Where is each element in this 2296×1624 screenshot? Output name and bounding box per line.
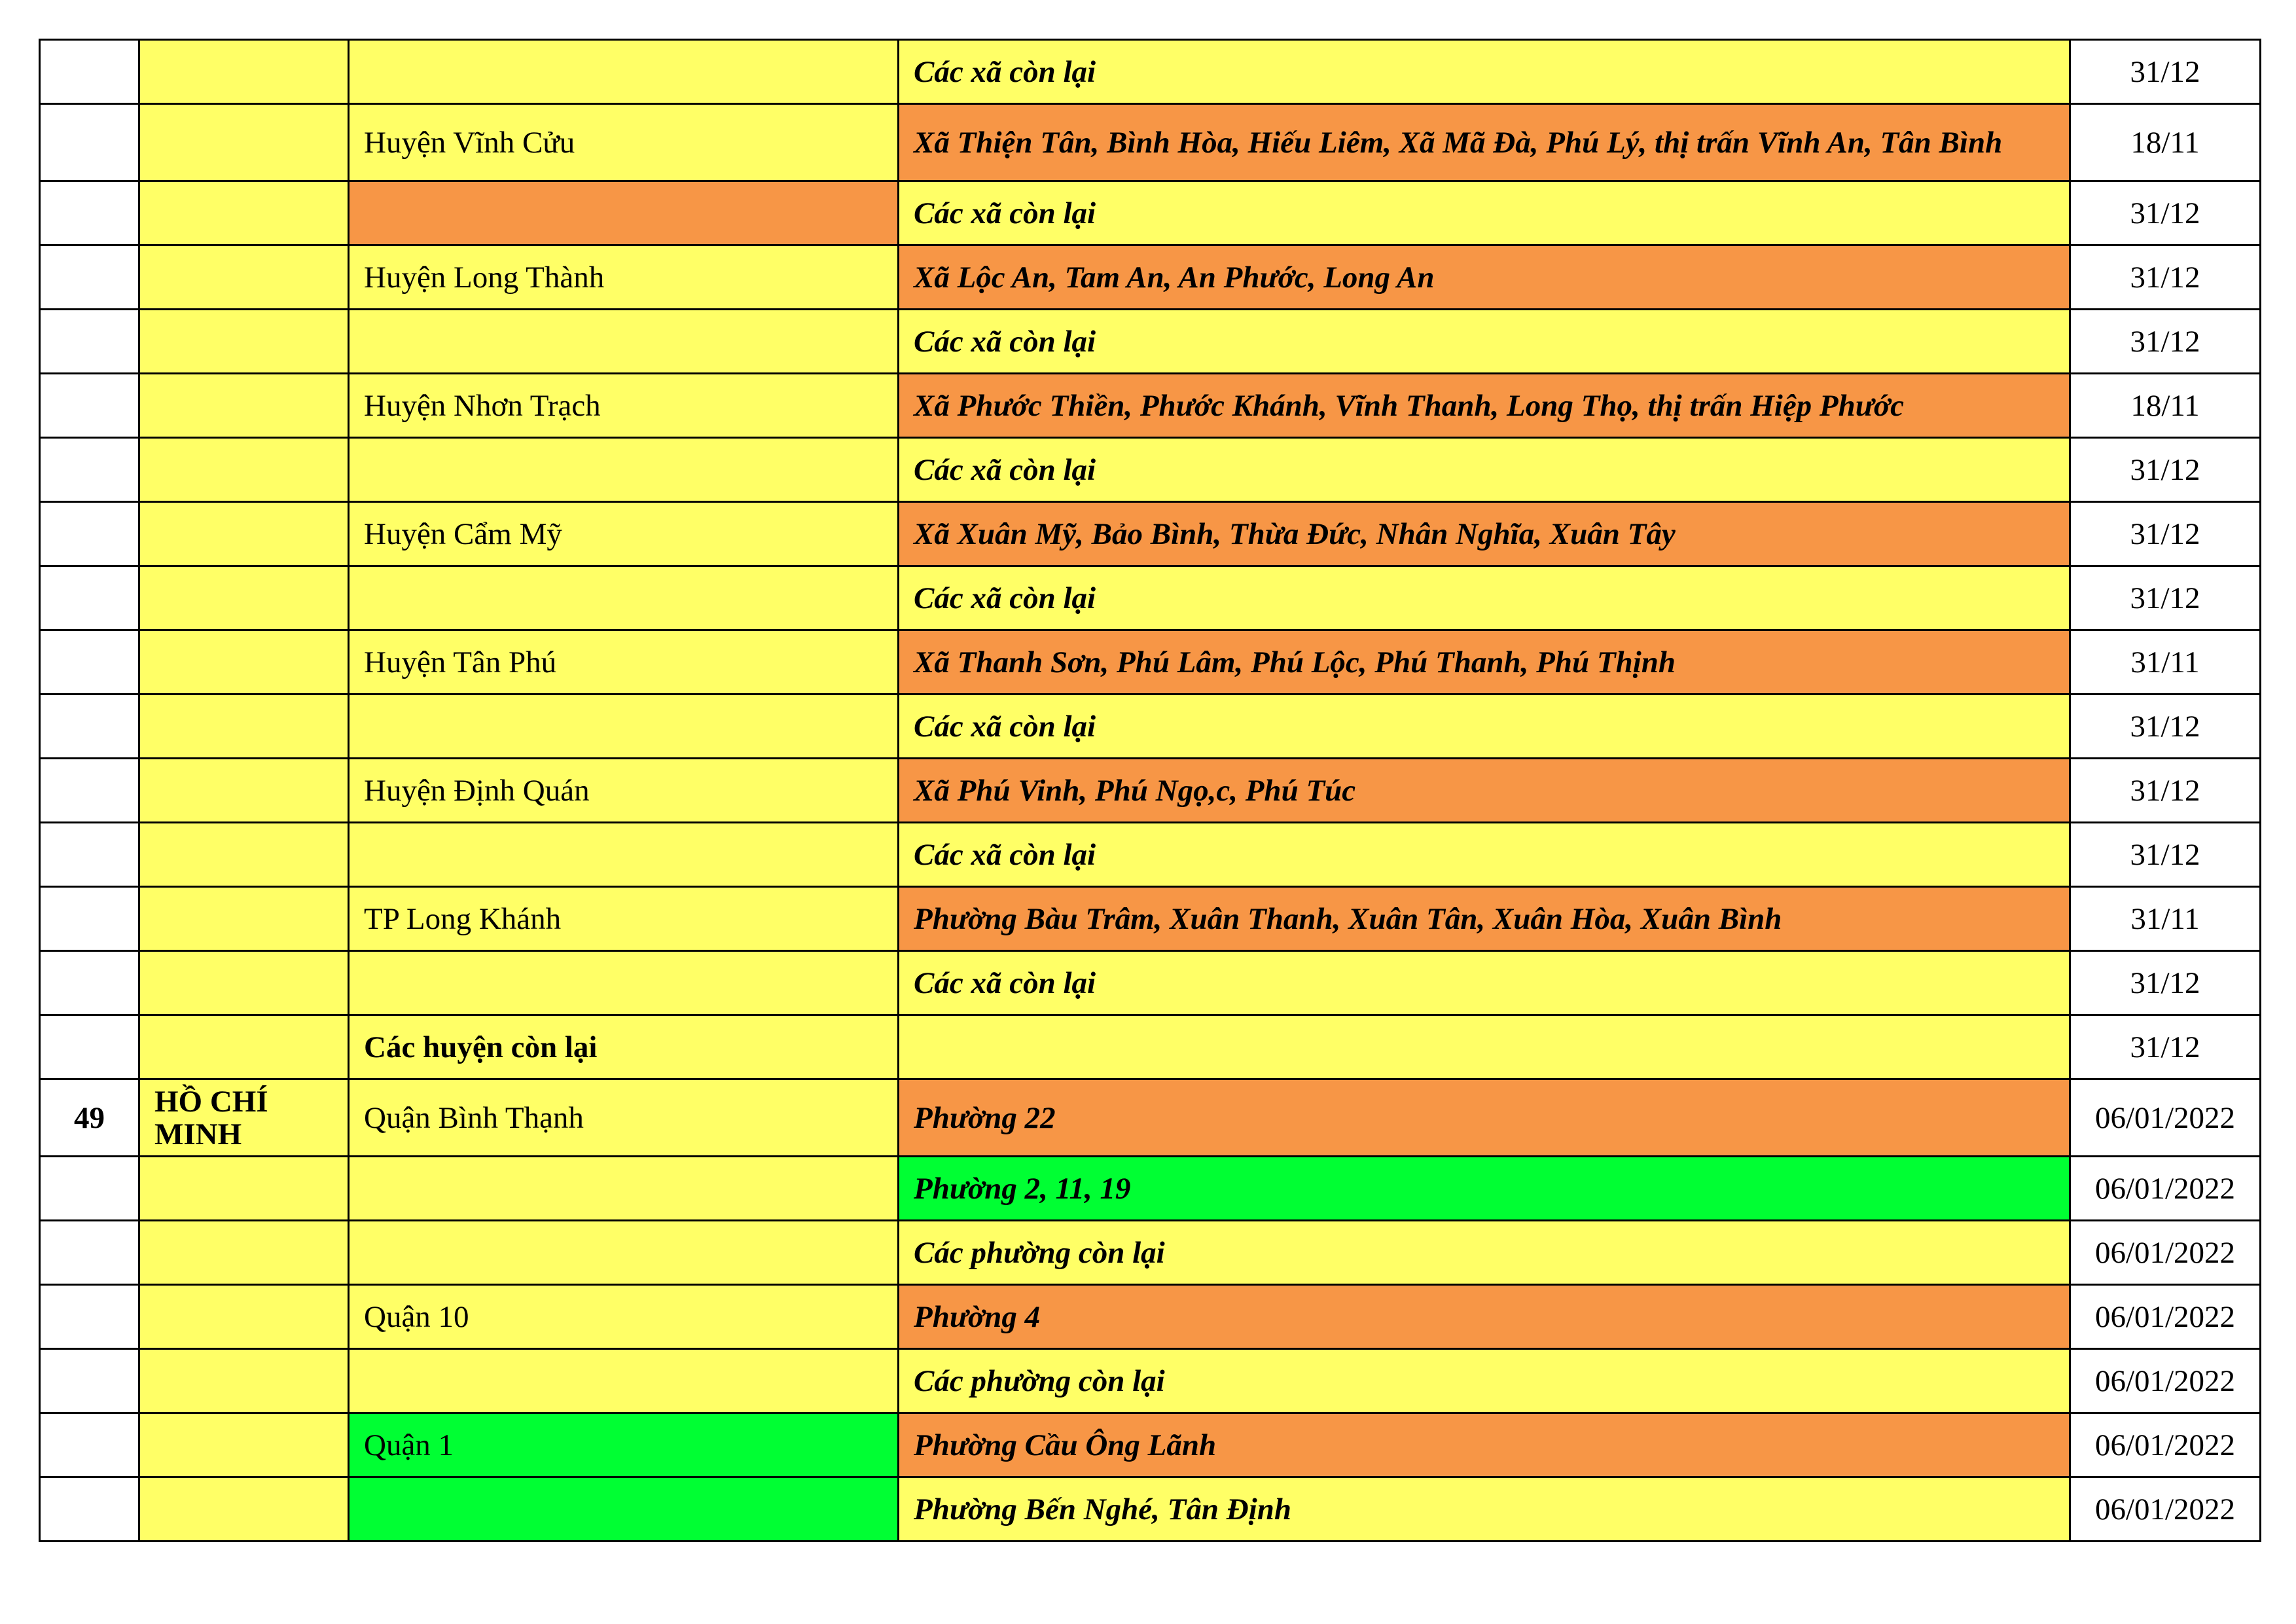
table-row bbox=[40, 630, 2261, 695]
district-cell bbox=[349, 1157, 899, 1221]
table-row bbox=[40, 695, 2261, 759]
commune-cell: Các phường còn lại bbox=[899, 1221, 2070, 1285]
commune-cell: Các xã còn lại bbox=[899, 566, 2070, 630]
province-cell bbox=[139, 823, 349, 887]
table-row bbox=[40, 1157, 2261, 1221]
table-row bbox=[40, 104, 2261, 181]
table-row bbox=[40, 1413, 2261, 1477]
row-number-cell bbox=[40, 630, 139, 695]
commune-cell: Các xã còn lại bbox=[899, 181, 2070, 245]
date-cell: 06/01/2022 bbox=[2070, 1157, 2261, 1221]
commune-cell: Xã Thanh Sơn, Phú Lâm, Phú Lộc, Phú Thanh, Phú Thịnh bbox=[899, 630, 2070, 695]
date-cell: 31/12 bbox=[2070, 951, 2261, 1015]
commune-cell: Các xã còn lại bbox=[899, 695, 2070, 759]
province-cell bbox=[139, 40, 349, 104]
date-cell: 31/12 bbox=[2070, 823, 2261, 887]
district-cell: Quận 10 bbox=[349, 1285, 899, 1349]
date-cell: 31/11 bbox=[2070, 630, 2261, 695]
table-row bbox=[40, 245, 2261, 310]
row-number-cell bbox=[40, 566, 139, 630]
row-number-cell bbox=[40, 1477, 139, 1542]
date-cell: 31/12 bbox=[2070, 181, 2261, 245]
date-cell: 31/12 bbox=[2070, 1015, 2261, 1079]
commune-cell: Phường 4 bbox=[899, 1285, 2070, 1349]
commune-cell: Xã Phước Thiền, Phước Khánh, Vĩnh Thanh, Long Thọ, thị trấn Hiệp Phước bbox=[899, 374, 2070, 438]
row-number-cell bbox=[40, 1349, 139, 1413]
district-cell bbox=[349, 1349, 899, 1413]
district-cell: Huyện Cẩm Mỹ bbox=[349, 502, 899, 566]
commune-cell: Các xã còn lại bbox=[899, 310, 2070, 374]
table-row bbox=[40, 1477, 2261, 1542]
date-cell: 31/12 bbox=[2070, 40, 2261, 104]
row-number-cell bbox=[40, 438, 139, 502]
table-body bbox=[40, 40, 2261, 1542]
district-cell: TP Long Khánh bbox=[349, 887, 899, 951]
province-cell bbox=[139, 310, 349, 374]
province-cell bbox=[139, 566, 349, 630]
date-cell: 18/11 bbox=[2070, 104, 2261, 181]
province-cell bbox=[139, 1285, 349, 1349]
district-cell bbox=[349, 1221, 899, 1285]
date-cell: 31/12 bbox=[2070, 566, 2261, 630]
date-cell: 31/12 bbox=[2070, 502, 2261, 566]
province-cell bbox=[139, 1221, 349, 1285]
province-cell bbox=[139, 759, 349, 823]
commune-cell: Các xã còn lại bbox=[899, 951, 2070, 1015]
district-cell bbox=[349, 823, 899, 887]
commune-cell: Phường Cầu Ông Lãnh bbox=[899, 1413, 2070, 1477]
table-row bbox=[40, 40, 2261, 104]
province-cell: HỒ CHÍ MINH bbox=[139, 1079, 349, 1157]
row-number-cell bbox=[40, 759, 139, 823]
district-cell bbox=[349, 310, 899, 374]
row-number-cell bbox=[40, 1015, 139, 1079]
table-row bbox=[40, 310, 2261, 374]
commune-cell: Xã Phú Vinh, Phú Ngọ,c, Phú Túc bbox=[899, 759, 2070, 823]
district-cell: Huyện Nhơn Trạch bbox=[349, 374, 899, 438]
district-cell: Huyện Tân Phú bbox=[349, 630, 899, 695]
province-cell bbox=[139, 630, 349, 695]
date-cell: 06/01/2022 bbox=[2070, 1349, 2261, 1413]
district-cell bbox=[349, 695, 899, 759]
table-row bbox=[40, 181, 2261, 245]
district-cell: Huyện Định Quán bbox=[349, 759, 899, 823]
province-cell bbox=[139, 245, 349, 310]
table-row bbox=[40, 1015, 2261, 1079]
row-number-cell bbox=[40, 310, 139, 374]
table-row bbox=[40, 951, 2261, 1015]
province-cell bbox=[139, 1349, 349, 1413]
date-cell: 06/01/2022 bbox=[2070, 1477, 2261, 1542]
district-cell bbox=[349, 181, 899, 245]
commune-cell: Phường Bàu Trâm, Xuân Thanh, Xuân Tân, Xuân Hòa, Xuân Bình bbox=[899, 887, 2070, 951]
table-row bbox=[40, 887, 2261, 951]
table-row bbox=[40, 759, 2261, 823]
province-cell bbox=[139, 1157, 349, 1221]
row-number-cell bbox=[40, 502, 139, 566]
commune-cell: Phường 2, 11, 19 bbox=[899, 1157, 2070, 1221]
date-cell: 31/11 bbox=[2070, 887, 2261, 951]
district-cell: Các huyện còn lại bbox=[349, 1015, 899, 1079]
commune-cell: Phường Bến Nghé, Tân Định bbox=[899, 1477, 2070, 1542]
district-cell bbox=[349, 1477, 899, 1542]
row-number-cell bbox=[40, 181, 139, 245]
province-cell bbox=[139, 438, 349, 502]
commune-cell bbox=[899, 1015, 2070, 1079]
table-row bbox=[40, 1285, 2261, 1349]
table-row bbox=[40, 438, 2261, 502]
commune-cell: Phường 22 bbox=[899, 1079, 2070, 1157]
row-number-cell bbox=[40, 1413, 139, 1477]
province-cell bbox=[139, 1015, 349, 1079]
district-cell bbox=[349, 438, 899, 502]
row-number-cell bbox=[40, 695, 139, 759]
date-cell: 31/12 bbox=[2070, 245, 2261, 310]
province-cell bbox=[139, 374, 349, 438]
zone-schedule-table bbox=[39, 39, 2261, 1542]
commune-cell: Xã Lộc An, Tam An, An Phước, Long An bbox=[899, 245, 2070, 310]
table-row bbox=[40, 374, 2261, 438]
date-cell: 31/12 bbox=[2070, 438, 2261, 502]
district-cell bbox=[349, 566, 899, 630]
province-cell bbox=[139, 502, 349, 566]
table-row bbox=[40, 502, 2261, 566]
date-cell: 31/12 bbox=[2070, 310, 2261, 374]
row-number-cell bbox=[40, 1157, 139, 1221]
table-row bbox=[40, 1221, 2261, 1285]
date-cell: 31/12 bbox=[2070, 759, 2261, 823]
province-cell bbox=[139, 887, 349, 951]
province-cell bbox=[139, 1477, 349, 1542]
row-number-cell bbox=[40, 951, 139, 1015]
date-cell: 06/01/2022 bbox=[2070, 1079, 2261, 1157]
date-cell: 18/11 bbox=[2070, 374, 2261, 438]
date-cell: 06/01/2022 bbox=[2070, 1285, 2261, 1349]
district-cell: Quận 1 bbox=[349, 1413, 899, 1477]
commune-cell: Các xã còn lại bbox=[899, 823, 2070, 887]
table-row bbox=[40, 1349, 2261, 1413]
province-cell bbox=[139, 181, 349, 245]
row-number-cell bbox=[40, 1285, 139, 1349]
commune-cell: Các xã còn lại bbox=[899, 40, 2070, 104]
commune-cell: Các xã còn lại bbox=[899, 438, 2070, 502]
district-cell bbox=[349, 951, 899, 1015]
commune-cell: Xã Thiện Tân, Bình Hòa, Hiếu Liêm, Xã Mã Đà, Phú Lý, thị trấn Vĩnh An, Tân Bình bbox=[899, 104, 2070, 181]
district-cell: Huyện Long Thành bbox=[349, 245, 899, 310]
row-number-cell bbox=[40, 823, 139, 887]
table-row bbox=[40, 1079, 2261, 1157]
date-cell: 31/12 bbox=[2070, 695, 2261, 759]
province-cell bbox=[139, 695, 349, 759]
district-cell: Quận Bình Thạnh bbox=[349, 1079, 899, 1157]
table-row bbox=[40, 823, 2261, 887]
province-cell bbox=[139, 951, 349, 1015]
district-cell bbox=[349, 40, 899, 104]
date-cell: 06/01/2022 bbox=[2070, 1221, 2261, 1285]
row-number-cell bbox=[40, 887, 139, 951]
date-cell: 06/01/2022 bbox=[2070, 1413, 2261, 1477]
table-row bbox=[40, 566, 2261, 630]
province-cell bbox=[139, 104, 349, 181]
row-number-cell: 49 bbox=[40, 1079, 139, 1157]
commune-cell: Xã Xuân Mỹ, Bảo Bình, Thừa Đức, Nhân Nghĩa, Xuân Tây bbox=[899, 502, 2070, 566]
row-number-cell bbox=[40, 1221, 139, 1285]
row-number-cell bbox=[40, 245, 139, 310]
row-number-cell bbox=[40, 374, 139, 438]
row-number-cell bbox=[40, 104, 139, 181]
commune-cell: Các phường còn lại bbox=[899, 1349, 2070, 1413]
district-cell: Huyện Vĩnh Cửu bbox=[349, 104, 899, 181]
province-cell bbox=[139, 1413, 349, 1477]
row-number-cell bbox=[40, 40, 139, 104]
